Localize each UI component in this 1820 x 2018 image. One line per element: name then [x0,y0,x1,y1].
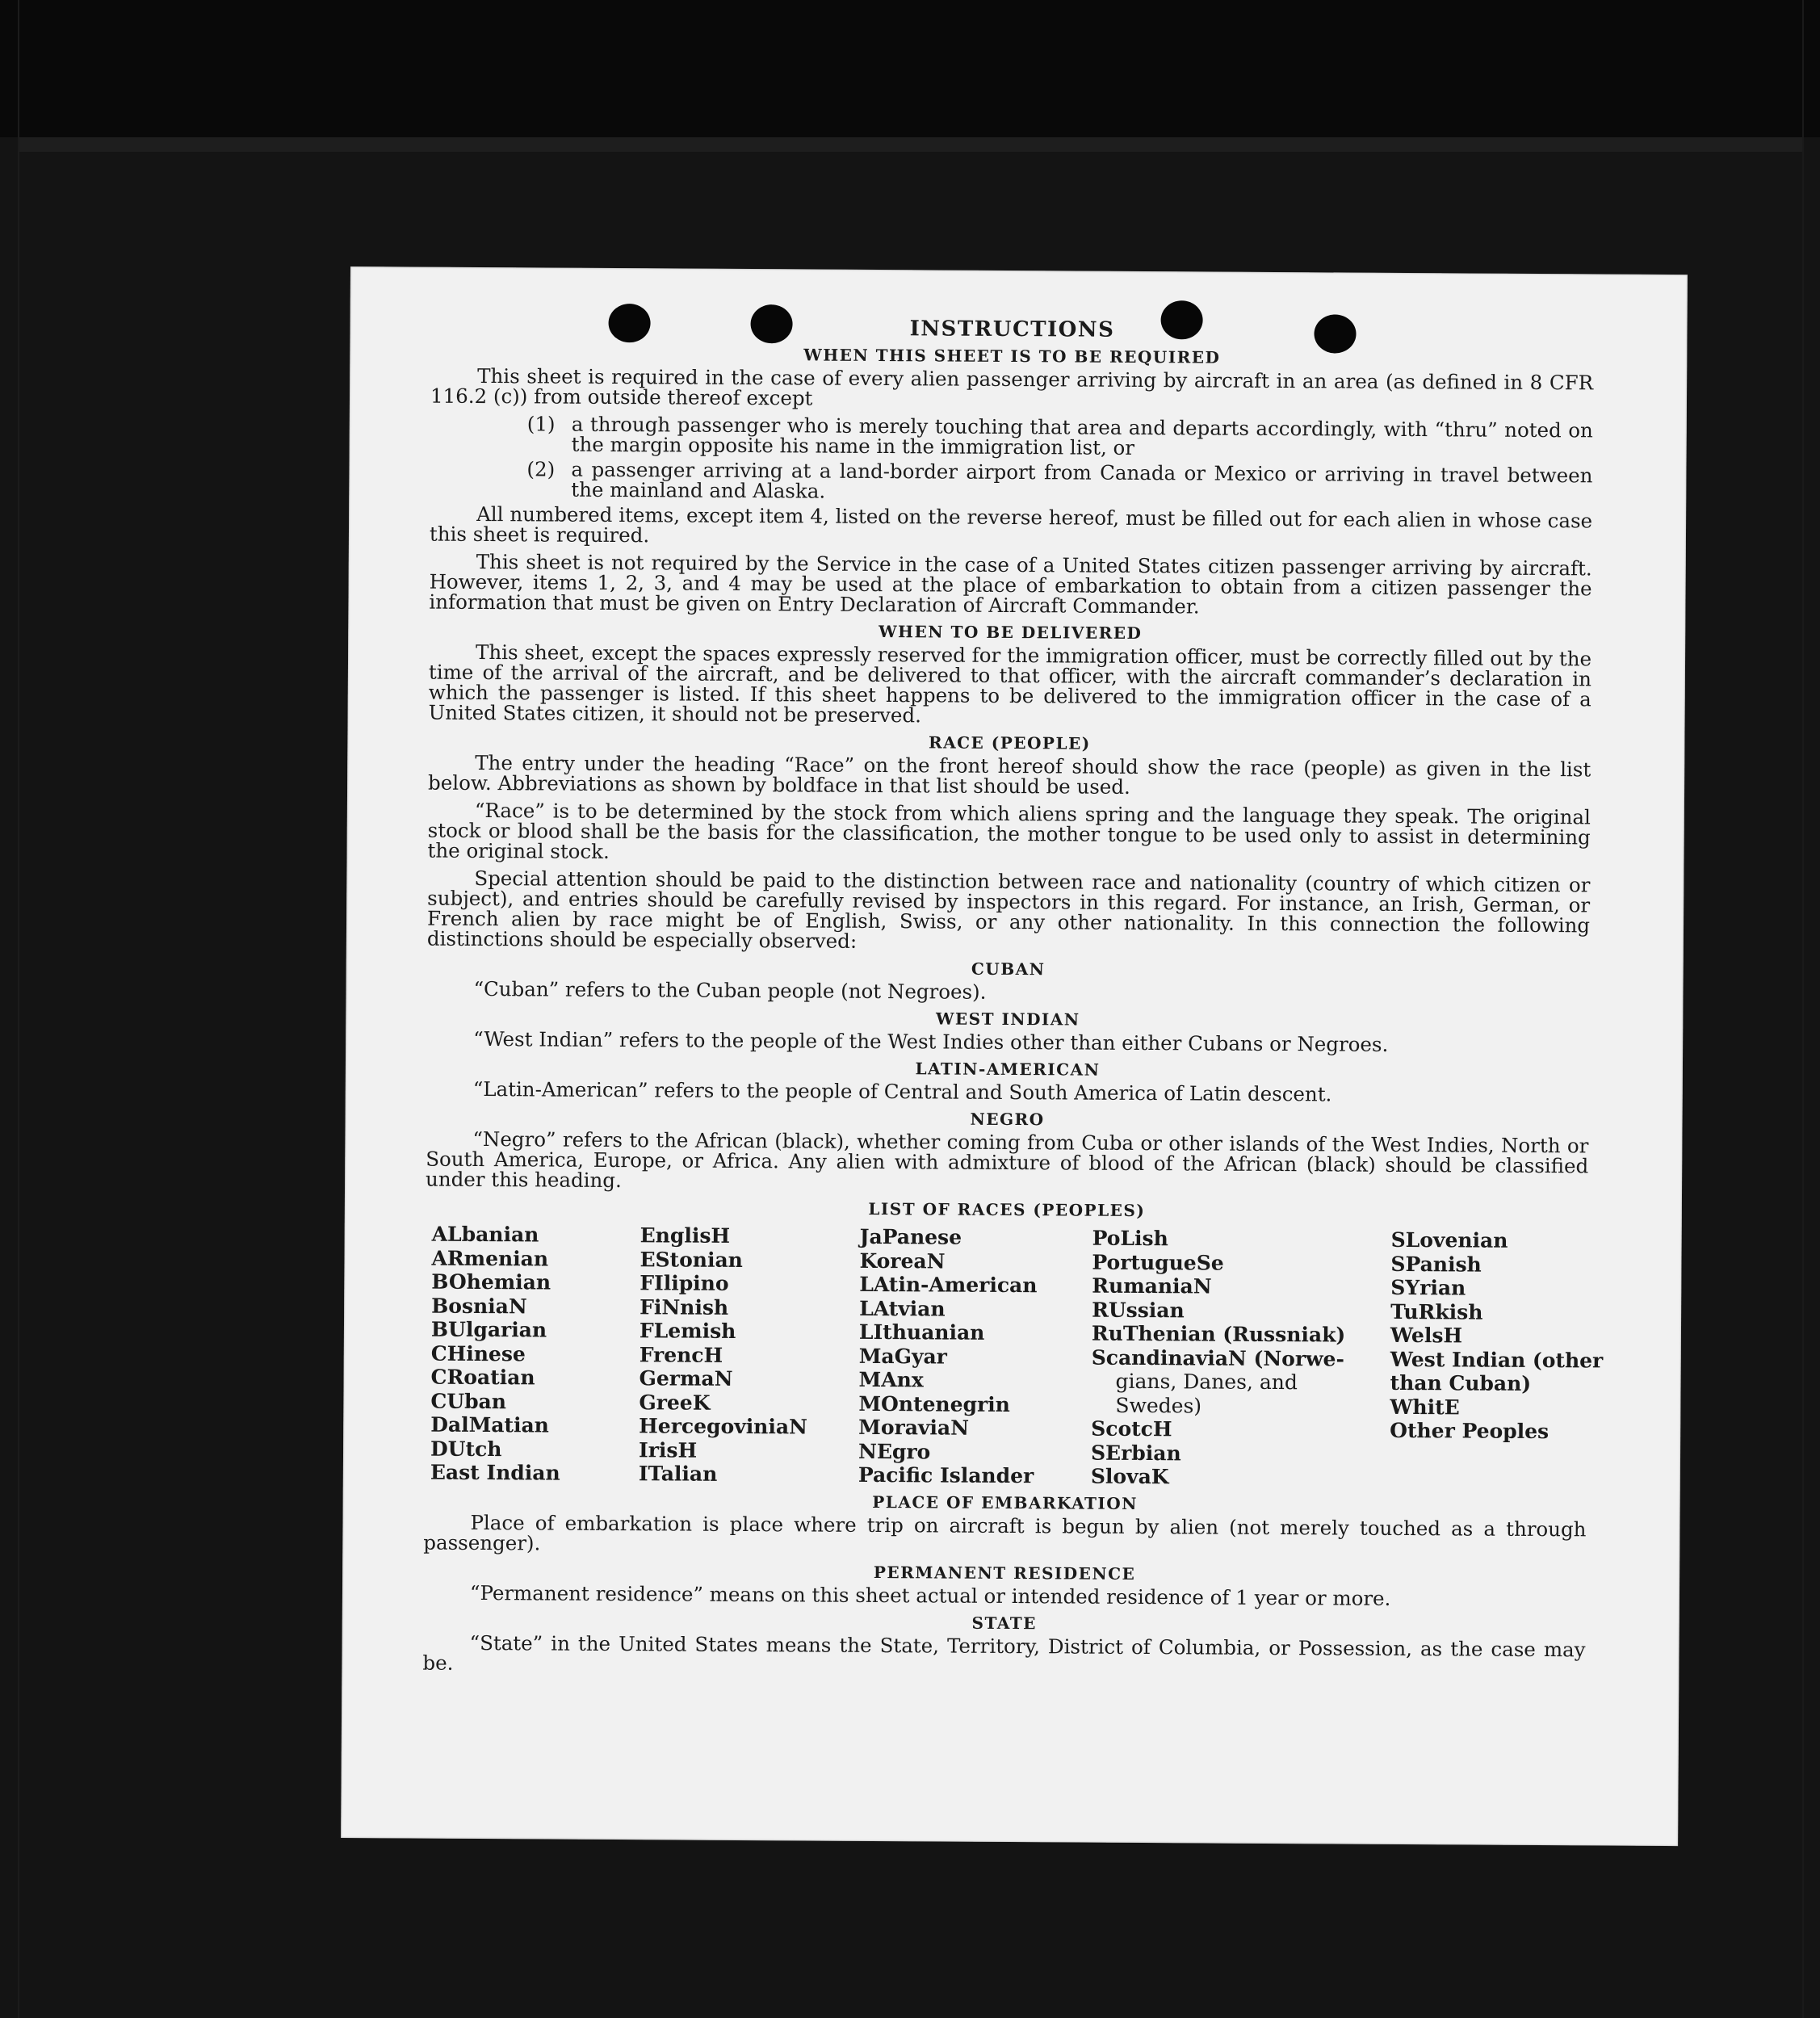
race-entry: CHinese [430,1341,526,1366]
section-heading: PLACE OF EMBARKATION [872,1491,1139,1513]
race-entry: DalMatian [430,1412,549,1437]
document-title: INSTRUCTIONS [909,317,1115,342]
race-entry: SLovenian [1390,1227,1508,1252]
race-entry: FiNnish [640,1294,729,1319]
race-entry: BUlgarian [430,1317,547,1342]
race-entry: CRoatian [430,1365,535,1390]
paragraph: “Cuban” refers to the Cuban people (not Negroes). [473,976,987,1004]
race-entry: PortugueSe [1092,1250,1224,1275]
race-entry: KoreaN [859,1248,946,1273]
race-entry: MAnx [858,1367,924,1392]
paragraph: “West Indian” refers to the people of the West Indies other than either Cubans or Negroes. [473,1026,1389,1056]
item-number: (2) [526,457,556,481]
race-entry: EnglisH [640,1223,731,1248]
race-entry: MOntenegrin [858,1391,1010,1416]
race-entry: SErbian [1090,1441,1181,1465]
race-column [858,1225,1092,1488]
race-entry: SYrian [1390,1275,1466,1300]
paragraph: This sheet is required in the case of every alien passenger arriving by aircraft in an area (as defined in 8 CFR 116.2 (c)) from outside thereof except [430,363,1594,410]
race-entry: JaPanese [859,1224,962,1249]
item-text: a passenger arriving at a land-border airport from Canada or Mexico or arriving in travel between the mainland and Alaska. [571,457,1593,503]
race-entry: PoLish [1092,1226,1168,1251]
race-entry: EStonian [640,1247,743,1272]
section-heading: WHEN THIS SHEET IS TO BE REQUIRED [803,345,1221,367]
subsection-heading: LATIN-AMERICAN [915,1059,1101,1080]
race-column [1091,1227,1391,1491]
race-entry: Other Peoples [1390,1418,1550,1444]
paragraph: This sheet is not required by the Service in the case of a United States citizen passenger arriving by aircraft. However, items 1, 2, 3, and 4 may be used at the place of embarkation to obtain from a citizen passenger the information that must be given on Entry Declaration of Aircraft Commander. [429,549,1592,619]
race-entry: HercegoviniaN [639,1414,808,1439]
subsection-heading: CUBAN [971,959,1046,980]
race-entry: ITalian [638,1462,718,1486]
race-entry: FrencH [639,1342,723,1367]
race-column [430,1223,640,1486]
subsection-heading: NEGRO [970,1109,1045,1130]
race-list [430,1222,1604,1491]
race-entry: SlovaK [1090,1464,1169,1489]
race-entry: gians, Danes, and [1115,1369,1298,1395]
section-heading: STATE [971,1613,1037,1633]
paragraph: “Negro” refers to the African (black), whether coming from Cuba or other islands of the West Indies, North or South America, Europe, or Africa. Any alien with admixture of blood of the African (black) should be classified under this heading. [426,1126,1589,1193]
race-entry: CUban [430,1389,507,1413]
race-column [1390,1227,1604,1491]
race-entry: GreeK [639,1390,711,1415]
race-entry: RuThenian (Russniak) [1091,1321,1346,1347]
race-entry: RumaniaN [1092,1273,1212,1298]
race-entry: WhitE [1390,1395,1460,1419]
race-entry: BosniaN [431,1294,527,1318]
document-content [422,314,1604,1687]
section-heading: WHEN TO BE DELIVERED [879,622,1143,643]
document-page [341,266,1688,1846]
race-entry: Pacific Islander [858,1462,1034,1488]
scan-left-edge [18,0,19,2018]
paragraph: “Latin-American” refers to the people of Central and South America of Latin descent. [472,1076,1332,1106]
race-entry: LIthuanian [858,1319,985,1345]
race-entry: than Cuban) [1390,1370,1532,1395]
race-entry: LAtin-American [859,1272,1038,1298]
paragraph: Place of embarkation is place where trip on aircraft is begun by alien (not merely touched as a through passenger). [423,1510,1587,1554]
race-entry: NEgro [858,1439,931,1463]
item-text: a through passenger who is merely touching that area and departs accordingly, with “thru” noted on the margin opposite his name in the immigration list, or [571,412,1593,459]
list-item [527,413,1593,460]
paragraph: “State” in the United States means the State, Territory, District of Columbia, or Possession, as the case may be. [422,1630,1586,1675]
race-entry: DUtch [430,1437,502,1461]
scan-top-strip [0,0,1820,137]
paragraph: The entry under the heading “Race” on the front hereof should show the race (people) as given in the list below. Abbreviations as shown by boldface in that list should be used. [428,750,1591,799]
race-column [639,1223,860,1487]
subsection-heading: WEST INDIAN [935,1009,1080,1030]
race-entry: TuRkish [1390,1299,1483,1324]
paragraph: This sheet, except the spaces expressly reserved for the immigration officer, must be correctly filled out by the time of the arrival of the aircraft, and be delivered to that officer, with the aircraft commander’s declaration in which the passenger is listed. If this sheet happens to be delivered to the immigration officer in the case of a United States citizen, it should not be preserved. [428,640,1592,728]
race-entry: BOhemian [431,1269,551,1294]
race-entry: IrisH [638,1437,698,1462]
race-entry: LAtvian [859,1296,946,1321]
paragraph: All numbered items, except item 4, listed on the reverse hereof, must be filled out for each alien in whose case this sheet is required. [429,501,1593,548]
paragraph: “Permanent residence” means on this sheet actual or intended residence of 1 year or more. [469,1580,1391,1610]
paragraph: “Race” is to be determined by the stock from which aliens spring and the language they speak. The original stock or blood shall be the basis for the classification, the mother tongue to be used only to assist in determining the original stock. [427,798,1591,863]
race-entry: West Indian (other [1390,1347,1604,1373]
race-entry: MaGyar [858,1344,947,1369]
race-entry: MoraviaN [858,1415,970,1440]
section-heading: PERMANENT RESIDENCE [873,1562,1136,1584]
race-entry: ScotcH [1091,1416,1172,1441]
race-entry: East Indian [430,1460,560,1485]
race-entry: RUssian [1092,1298,1185,1322]
item-number: (1) [526,412,556,436]
paragraph: Special attention should be paid to the distinction between race and nationality (country of which citizen or subject), and entries should be carefully revised by inspectors in this regard. For instance, an Irish, German, or French alien by race might be of English, Swiss, or any other nationality. In this connection the following distinctions should be especially observed: [426,866,1591,953]
section-heading: LIST OF RACES (PEOPLES) [868,1198,1146,1221]
race-entry: SPanish [1390,1252,1482,1277]
scan-right-edge [1802,0,1804,2018]
scan-top-band [18,137,1802,152]
section-heading: RACE (PEOPLE) [928,732,1091,753]
race-entry: FIlipino [640,1271,729,1295]
race-entry: FLemish [639,1319,736,1343]
race-entry: GermaN [639,1366,733,1391]
race-entry: Swedes) [1115,1393,1202,1417]
race-entry: ScandinaviaN (Norwe- [1091,1345,1344,1371]
race-entry: ARmenian [431,1246,549,1271]
list-item [526,459,1592,506]
race-entry: WelsH [1390,1323,1463,1348]
race-entry: ALbanian [431,1222,539,1247]
